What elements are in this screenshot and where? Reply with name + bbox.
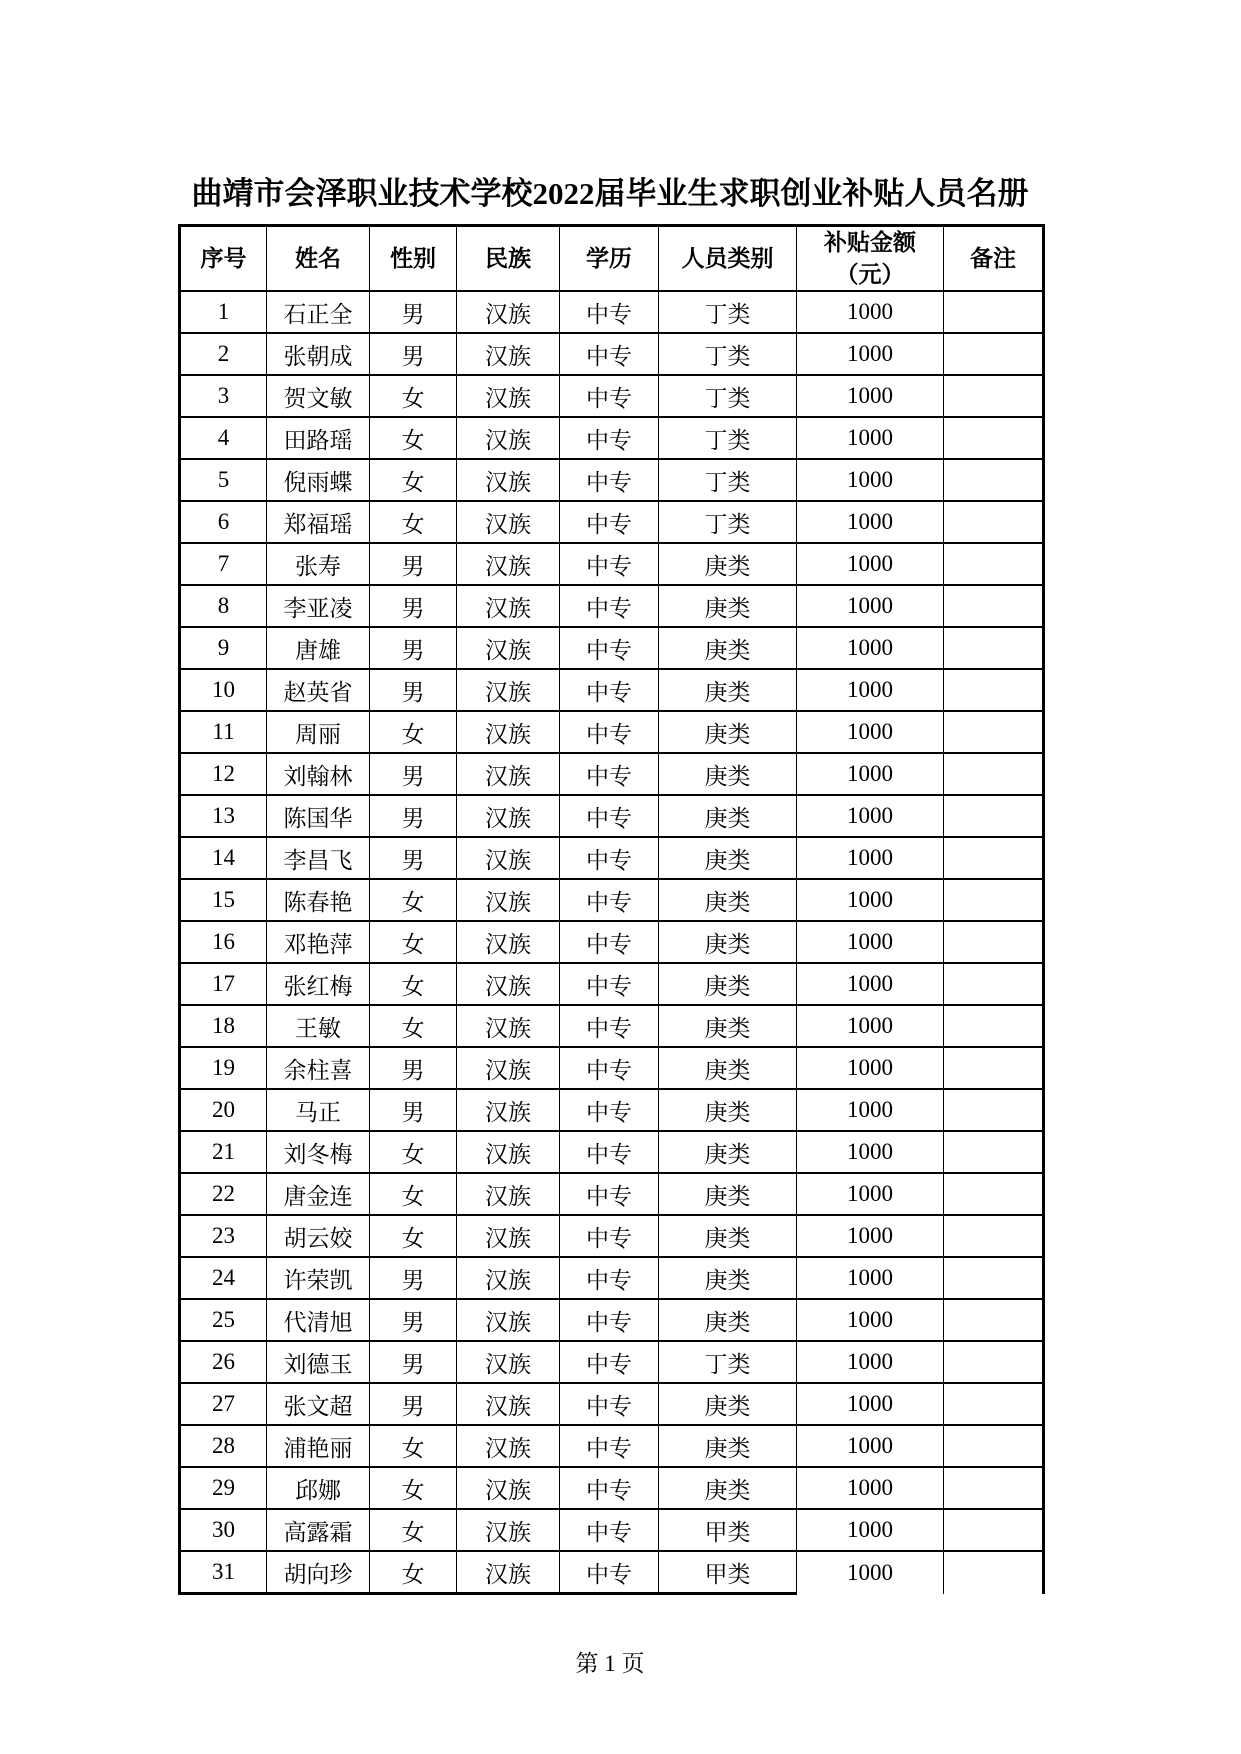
page-title: 曲靖市会泽职业技术学校2022届毕业生求职创业补贴人员名册	[191, 176, 1029, 211]
table-row	[180, 1341, 1044, 1383]
cell-category: 庚类	[659, 1425, 797, 1467]
cell-amount: 1000	[797, 1467, 944, 1509]
cell-name: 浦艳丽	[267, 1425, 370, 1467]
cell-amount: 1000	[797, 837, 944, 879]
cell-gender: 男	[370, 1257, 457, 1299]
cell-amount: 1000	[797, 1005, 944, 1047]
cell-name: 郑福瑶	[267, 501, 370, 543]
cell-name: 邓艳萍	[267, 921, 370, 963]
cell-index: 22	[180, 1173, 267, 1215]
cell-index: 12	[180, 753, 267, 795]
cell-remark	[944, 669, 1044, 711]
header-row	[180, 226, 1044, 292]
cell-name: 张文超	[267, 1383, 370, 1425]
cell-ethnicity: 汉族	[457, 1299, 560, 1341]
cell-index: 9	[180, 627, 267, 669]
cell-category: 丁类	[659, 291, 797, 333]
cell-remark	[944, 1551, 1044, 1594]
table-row	[180, 1299, 1044, 1341]
cell-remark	[944, 501, 1044, 543]
cell-remark	[944, 1425, 1044, 1467]
cell-amount: 1000	[797, 585, 944, 627]
cell-index: 26	[180, 1341, 267, 1383]
cell-education: 中专	[560, 1551, 659, 1594]
cell-gender: 女	[370, 1215, 457, 1257]
cell-ethnicity: 汉族	[457, 1341, 560, 1383]
cell-gender: 男	[370, 333, 457, 375]
cell-ethnicity: 汉族	[457, 1089, 560, 1131]
cell-gender: 男	[370, 1089, 457, 1131]
cell-ethnicity: 汉族	[457, 1467, 560, 1509]
cell-education: 中专	[560, 921, 659, 963]
cell-amount: 1000	[797, 753, 944, 795]
table-row	[180, 291, 1044, 333]
cell-remark	[944, 1383, 1044, 1425]
cell-remark	[944, 543, 1044, 585]
table-row	[180, 1173, 1044, 1215]
cell-amount: 1000	[797, 417, 944, 459]
table-row	[180, 333, 1044, 375]
cell-education: 中专	[560, 291, 659, 333]
cell-gender: 女	[370, 1467, 457, 1509]
cell-remark	[944, 1299, 1044, 1341]
cell-category: 庚类	[659, 1215, 797, 1257]
header-education: 学历	[560, 226, 659, 292]
table-row	[180, 1551, 1044, 1594]
cell-gender: 女	[370, 711, 457, 753]
cell-name: 陈春艳	[267, 879, 370, 921]
cell-gender: 女	[370, 501, 457, 543]
cell-category: 丁类	[659, 501, 797, 543]
cell-gender: 男	[370, 1341, 457, 1383]
cell-category: 丁类	[659, 459, 797, 501]
cell-ethnicity: 汉族	[457, 1425, 560, 1467]
cell-amount: 1000	[797, 1509, 944, 1551]
cell-index: 7	[180, 543, 267, 585]
table-row	[180, 1215, 1044, 1257]
cell-amount: 1000	[797, 669, 944, 711]
cell-gender: 女	[370, 1509, 457, 1551]
cell-gender: 男	[370, 627, 457, 669]
header-index: 序号	[180, 226, 267, 292]
cell-remark	[944, 291, 1044, 333]
cell-gender: 男	[370, 543, 457, 585]
cell-index: 18	[180, 1005, 267, 1047]
cell-index: 8	[180, 585, 267, 627]
cell-name: 赵英省	[267, 669, 370, 711]
cell-amount: 1000	[797, 1173, 944, 1215]
cell-amount: 1000	[797, 921, 944, 963]
cell-ethnicity: 汉族	[457, 501, 560, 543]
cell-education: 中专	[560, 1131, 659, 1173]
cell-name: 刘翰林	[267, 753, 370, 795]
table-row	[180, 375, 1044, 417]
table-body	[180, 291, 1044, 1594]
cell-remark	[944, 963, 1044, 1005]
table-row	[180, 879, 1044, 921]
table-row	[180, 1005, 1044, 1047]
cell-name: 张红梅	[267, 963, 370, 1005]
cell-gender: 男	[370, 753, 457, 795]
cell-education: 中专	[560, 753, 659, 795]
cell-category: 丁类	[659, 375, 797, 417]
cell-education: 中专	[560, 585, 659, 627]
cell-index: 14	[180, 837, 267, 879]
cell-ethnicity: 汉族	[457, 753, 560, 795]
table-header	[180, 226, 1044, 292]
cell-name: 胡向珍	[267, 1551, 370, 1594]
table-row	[180, 501, 1044, 543]
cell-ethnicity: 汉族	[457, 1257, 560, 1299]
cell-remark	[944, 1131, 1044, 1173]
cell-index: 13	[180, 795, 267, 837]
cell-category: 庚类	[659, 543, 797, 585]
cell-amount: 1000	[797, 291, 944, 333]
cell-education: 中专	[560, 1089, 659, 1131]
header-gender: 性别	[370, 226, 457, 292]
cell-index: 2	[180, 333, 267, 375]
cell-index: 16	[180, 921, 267, 963]
table-row	[180, 1383, 1044, 1425]
cell-education: 中专	[560, 669, 659, 711]
cell-category: 丁类	[659, 333, 797, 375]
cell-remark	[944, 837, 1044, 879]
cell-ethnicity: 汉族	[457, 837, 560, 879]
cell-remark	[944, 1257, 1044, 1299]
cell-name: 李亚凌	[267, 585, 370, 627]
table-row	[180, 837, 1044, 879]
cell-education: 中专	[560, 1467, 659, 1509]
cell-index: 28	[180, 1425, 267, 1467]
cell-education: 中专	[560, 1341, 659, 1383]
cell-education: 中专	[560, 1425, 659, 1467]
cell-ethnicity: 汉族	[457, 795, 560, 837]
table-row	[180, 1131, 1044, 1173]
cell-remark	[944, 1089, 1044, 1131]
cell-education: 中专	[560, 1047, 659, 1089]
cell-name: 唐雄	[267, 627, 370, 669]
cell-name: 马正	[267, 1089, 370, 1131]
cell-education: 中专	[560, 501, 659, 543]
cell-education: 中专	[560, 795, 659, 837]
cell-name: 刘德玉	[267, 1341, 370, 1383]
cell-category: 庚类	[659, 1047, 797, 1089]
cell-category: 庚类	[659, 837, 797, 879]
cell-category: 庚类	[659, 1131, 797, 1173]
cell-remark	[944, 333, 1044, 375]
cell-index: 24	[180, 1257, 267, 1299]
cell-gender: 女	[370, 459, 457, 501]
table-row	[180, 753, 1044, 795]
cell-amount: 1000	[797, 1341, 944, 1383]
cell-remark	[944, 711, 1044, 753]
cell-index: 1	[180, 291, 267, 333]
cell-gender: 男	[370, 1299, 457, 1341]
cell-amount: 1000	[797, 1551, 944, 1594]
cell-category: 庚类	[659, 1257, 797, 1299]
cell-ethnicity: 汉族	[457, 1509, 560, 1551]
table-row	[180, 585, 1044, 627]
cell-index: 15	[180, 879, 267, 921]
cell-amount: 1000	[797, 627, 944, 669]
cell-education: 中专	[560, 1383, 659, 1425]
cell-ethnicity: 汉族	[457, 669, 560, 711]
cell-ethnicity: 汉族	[457, 1551, 560, 1594]
cell-gender: 女	[370, 963, 457, 1005]
cell-index: 31	[180, 1551, 267, 1594]
cell-category: 丁类	[659, 417, 797, 459]
cell-education: 中专	[560, 333, 659, 375]
cell-remark	[944, 1047, 1044, 1089]
roster-table-wrap	[178, 224, 1042, 1595]
cell-amount: 1000	[797, 1089, 944, 1131]
cell-name: 余柱喜	[267, 1047, 370, 1089]
cell-index: 17	[180, 963, 267, 1005]
cell-remark	[944, 585, 1044, 627]
cell-ethnicity: 汉族	[457, 333, 560, 375]
roster-table	[178, 224, 1045, 1595]
cell-amount: 1000	[797, 333, 944, 375]
cell-gender: 男	[370, 795, 457, 837]
cell-amount: 1000	[797, 1257, 944, 1299]
cell-index: 27	[180, 1383, 267, 1425]
cell-gender: 女	[370, 879, 457, 921]
cell-education: 中专	[560, 1173, 659, 1215]
cell-ethnicity: 汉族	[457, 459, 560, 501]
cell-index: 3	[180, 375, 267, 417]
cell-name: 周丽	[267, 711, 370, 753]
table-row	[180, 795, 1044, 837]
cell-name: 唐金连	[267, 1173, 370, 1215]
table-row	[180, 963, 1044, 1005]
cell-education: 中专	[560, 1509, 659, 1551]
cell-gender: 男	[370, 291, 457, 333]
cell-remark	[944, 1341, 1044, 1383]
cell-remark	[944, 375, 1044, 417]
cell-education: 中专	[560, 417, 659, 459]
cell-gender: 女	[370, 1005, 457, 1047]
cell-amount: 1000	[797, 501, 944, 543]
cell-education: 中专	[560, 375, 659, 417]
cell-index: 11	[180, 711, 267, 753]
cell-gender: 女	[370, 1551, 457, 1594]
cell-ethnicity: 汉族	[457, 963, 560, 1005]
cell-gender: 男	[370, 585, 457, 627]
cell-education: 中专	[560, 543, 659, 585]
cell-remark	[944, 1005, 1044, 1047]
cell-education: 中专	[560, 1299, 659, 1341]
table-row	[180, 1509, 1044, 1551]
cell-index: 21	[180, 1131, 267, 1173]
cell-remark	[944, 879, 1044, 921]
cell-name: 李昌飞	[267, 837, 370, 879]
cell-name: 石正全	[267, 291, 370, 333]
table-row	[180, 1047, 1044, 1089]
cell-category: 庚类	[659, 585, 797, 627]
cell-category: 庚类	[659, 753, 797, 795]
cell-ethnicity: 汉族	[457, 291, 560, 333]
cell-amount: 1000	[797, 1047, 944, 1089]
header-name: 姓名	[267, 226, 370, 292]
cell-ethnicity: 汉族	[457, 627, 560, 669]
cell-amount: 1000	[797, 795, 944, 837]
cell-name: 高露霜	[267, 1509, 370, 1551]
cell-index: 6	[180, 501, 267, 543]
cell-category: 甲类	[659, 1551, 797, 1594]
cell-name: 贺文敏	[267, 375, 370, 417]
cell-education: 中专	[560, 1005, 659, 1047]
cell-category: 庚类	[659, 669, 797, 711]
cell-amount: 1000	[797, 543, 944, 585]
cell-gender: 女	[370, 417, 457, 459]
cell-category: 庚类	[659, 1089, 797, 1131]
cell-education: 中专	[560, 963, 659, 1005]
cell-gender: 男	[370, 837, 457, 879]
cell-name: 倪雨蝶	[267, 459, 370, 501]
cell-category: 庚类	[659, 963, 797, 1005]
cell-ethnicity: 汉族	[457, 711, 560, 753]
cell-index: 29	[180, 1467, 267, 1509]
cell-name: 胡云姣	[267, 1215, 370, 1257]
cell-category: 庚类	[659, 921, 797, 963]
cell-category: 庚类	[659, 711, 797, 753]
header-ethnicity: 民族	[457, 226, 560, 292]
cell-name: 张寿	[267, 543, 370, 585]
cell-education: 中专	[560, 627, 659, 669]
cell-gender: 女	[370, 1173, 457, 1215]
cell-remark	[944, 459, 1044, 501]
table-row	[180, 1467, 1044, 1509]
cell-remark	[944, 921, 1044, 963]
cell-index: 20	[180, 1089, 267, 1131]
cell-amount: 1000	[797, 963, 944, 1005]
cell-remark	[944, 1173, 1044, 1215]
cell-ethnicity: 汉族	[457, 1215, 560, 1257]
cell-category: 庚类	[659, 1299, 797, 1341]
header-remark: 备注	[944, 226, 1044, 292]
cell-amount: 1000	[797, 1383, 944, 1425]
cell-name: 邱娜	[267, 1467, 370, 1509]
cell-remark	[944, 1467, 1044, 1509]
cell-amount: 1000	[797, 1299, 944, 1341]
cell-name: 陈国华	[267, 795, 370, 837]
cell-ethnicity: 汉族	[457, 1005, 560, 1047]
cell-amount: 1000	[797, 879, 944, 921]
cell-gender: 男	[370, 1047, 457, 1089]
cell-gender: 女	[370, 1131, 457, 1173]
cell-gender: 男	[370, 1383, 457, 1425]
cell-amount: 1000	[797, 711, 944, 753]
cell-gender: 男	[370, 669, 457, 711]
cell-category: 庚类	[659, 627, 797, 669]
table-row	[180, 417, 1044, 459]
cell-remark	[944, 1215, 1044, 1257]
cell-ethnicity: 汉族	[457, 417, 560, 459]
cell-name: 刘冬梅	[267, 1131, 370, 1173]
table-row	[180, 1425, 1044, 1467]
cell-amount: 1000	[797, 375, 944, 417]
cell-ethnicity: 汉族	[457, 585, 560, 627]
cell-index: 25	[180, 1299, 267, 1341]
cell-ethnicity: 汉族	[457, 879, 560, 921]
cell-amount: 1000	[797, 1131, 944, 1173]
table-row	[180, 543, 1044, 585]
cell-index: 5	[180, 459, 267, 501]
cell-category: 丁类	[659, 1341, 797, 1383]
table-row	[180, 711, 1044, 753]
table-row	[180, 627, 1044, 669]
cell-education: 中专	[560, 459, 659, 501]
cell-ethnicity: 汉族	[457, 1383, 560, 1425]
cell-index: 23	[180, 1215, 267, 1257]
cell-category: 庚类	[659, 1173, 797, 1215]
cell-ethnicity: 汉族	[457, 1131, 560, 1173]
cell-remark	[944, 627, 1044, 669]
cell-name: 田路瑶	[267, 417, 370, 459]
cell-category: 庚类	[659, 879, 797, 921]
cell-amount: 1000	[797, 459, 944, 501]
cell-ethnicity: 汉族	[457, 1173, 560, 1215]
cell-name: 王敏	[267, 1005, 370, 1047]
cell-remark	[944, 1509, 1044, 1551]
cell-gender: 女	[370, 375, 457, 417]
cell-name: 代清旭	[267, 1299, 370, 1341]
cell-amount: 1000	[797, 1425, 944, 1467]
cell-gender: 女	[370, 1425, 457, 1467]
cell-ethnicity: 汉族	[457, 375, 560, 417]
cell-category: 甲类	[659, 1509, 797, 1551]
cell-category: 庚类	[659, 795, 797, 837]
cell-education: 中专	[560, 837, 659, 879]
cell-index: 10	[180, 669, 267, 711]
cell-name: 许荣凯	[267, 1257, 370, 1299]
header-category: 人员类别	[659, 226, 797, 292]
cell-index: 30	[180, 1509, 267, 1551]
cell-ethnicity: 汉族	[457, 543, 560, 585]
cell-education: 中专	[560, 1215, 659, 1257]
cell-gender: 女	[370, 921, 457, 963]
cell-category: 庚类	[659, 1383, 797, 1425]
cell-remark	[944, 417, 1044, 459]
cell-remark	[944, 753, 1044, 795]
cell-name: 张朝成	[267, 333, 370, 375]
table-row	[180, 1089, 1044, 1131]
table-row	[180, 1257, 1044, 1299]
cell-ethnicity: 汉族	[457, 1047, 560, 1089]
cell-education: 中专	[560, 1257, 659, 1299]
cell-education: 中专	[560, 879, 659, 921]
table-row	[180, 459, 1044, 501]
cell-remark	[944, 795, 1044, 837]
cell-category: 庚类	[659, 1005, 797, 1047]
table-row	[180, 921, 1044, 963]
cell-index: 19	[180, 1047, 267, 1089]
cell-category: 庚类	[659, 1467, 797, 1509]
cell-amount: 1000	[797, 1215, 944, 1257]
header-amount: 补贴金额（元）	[797, 226, 944, 292]
cell-index: 4	[180, 417, 267, 459]
cell-ethnicity: 汉族	[457, 921, 560, 963]
page-number: 第 1 页	[575, 1651, 645, 1676]
cell-education: 中专	[560, 711, 659, 753]
table-row	[180, 669, 1044, 711]
